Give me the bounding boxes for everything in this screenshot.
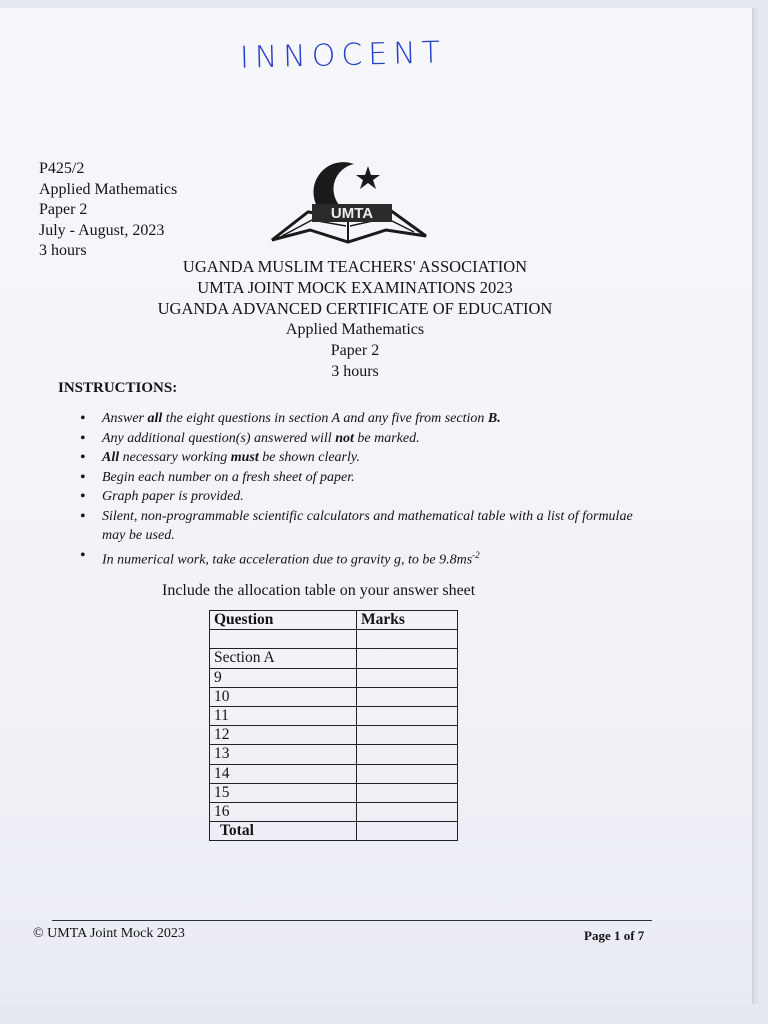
header-marks: Marks: [357, 611, 458, 630]
table-row: [210, 802, 458, 821]
instructions-heading: INSTRUCTIONS:: [58, 380, 178, 396]
instruction-item: • Begin each number on a fresh sheet of paper.: [80, 468, 640, 488]
table-row: [210, 668, 458, 687]
logo-text: UMTA: [330, 205, 374, 222]
table-row: [210, 745, 458, 764]
instruction-item: • Graph paper is provided.: [80, 487, 640, 507]
marks-cell: [357, 726, 458, 745]
table-row: [210, 706, 458, 725]
footer-page-number: Page 1 of 7: [584, 928, 645, 943]
table-row: [210, 687, 458, 706]
total-cell: Total: [210, 822, 357, 841]
footer-divider: [52, 920, 652, 921]
table-row: [210, 822, 458, 841]
table-row: [210, 783, 458, 802]
table-header-row: [210, 611, 458, 630]
allocation-title: Include the allocation table on your answer sheet: [162, 582, 476, 599]
association-title: UGANDA MUSLIM TEACHERS' ASSOCIATION: [182, 257, 528, 276]
table-row: [210, 764, 458, 783]
instruction-item: • Silent, non-programmable scientific calculators and mathematical table with a list of formulae may be used.: [80, 507, 640, 546]
subject-title: Applied Mathematics: [285, 321, 425, 338]
paper-meta: [39, 159, 177, 262]
table-row: [210, 649, 458, 668]
question-cell: 9: [210, 668, 357, 687]
question-cell: 15: [210, 783, 357, 802]
question-cell: 10: [210, 687, 357, 706]
instruction-item: • Answer all the eight questions in section A and any five from section B.: [80, 409, 640, 429]
duration-title: 3 hours: [331, 363, 379, 380]
header-question: Question: [210, 611, 357, 630]
question-cell: 12: [210, 726, 357, 745]
marks-cell: [357, 802, 458, 821]
exam-title: UMTA JOINT MOCK EXAMINATIONS 2023: [197, 278, 513, 297]
marks-cell: [357, 706, 458, 725]
paper-subject: Applied Mathematics: [39, 180, 178, 198]
question-cell: 13: [210, 745, 357, 764]
marks-cell: [357, 822, 458, 841]
question-cell: [210, 630, 357, 649]
marks-cell: [357, 745, 458, 764]
marks-cell: [357, 783, 458, 802]
marks-cell: [357, 630, 458, 649]
instructions-list: [80, 409, 640, 570]
paper-duration: 3 hours: [39, 242, 87, 259]
marks-cell: [357, 668, 458, 687]
paper-code: P425/2: [39, 160, 85, 177]
paper-date: July - August, 2023: [39, 221, 165, 239]
instruction-item: • Any additional question(s) answered will not be marked.: [80, 429, 640, 449]
question-cell: 16: [210, 802, 357, 821]
question-cell: 14: [210, 764, 357, 783]
table-row: [210, 726, 458, 745]
instruction-item: • In numerical work, take acceleration due to gravity g, to be $9.8ms^{-2}$: [80, 546, 640, 570]
marks-cell: [357, 649, 458, 668]
allocation-table: [209, 610, 458, 841]
crescent-star-book-logo: [268, 156, 430, 248]
question-cell: 11: [210, 706, 357, 725]
exam-titles: [120, 256, 590, 382]
marks-cell: [357, 687, 458, 706]
exam-paper: [0, 8, 752, 1004]
certificate-title: UGANDA ADVANCED CERTIFICATE OF EDUCATION: [157, 299, 553, 318]
question-cell: Section A: [210, 649, 357, 668]
marks-cell: [357, 764, 458, 783]
paper-number: Paper 2: [39, 201, 88, 218]
handwritten-name: INNOCENT: [239, 35, 447, 76]
footer-copyright: © UMTA Joint Mock 2023: [33, 926, 185, 941]
paper-title: Paper 2: [330, 342, 380, 359]
table-row: [210, 630, 458, 649]
instruction-item: • All necessary working must be shown clearly.: [80, 448, 640, 468]
